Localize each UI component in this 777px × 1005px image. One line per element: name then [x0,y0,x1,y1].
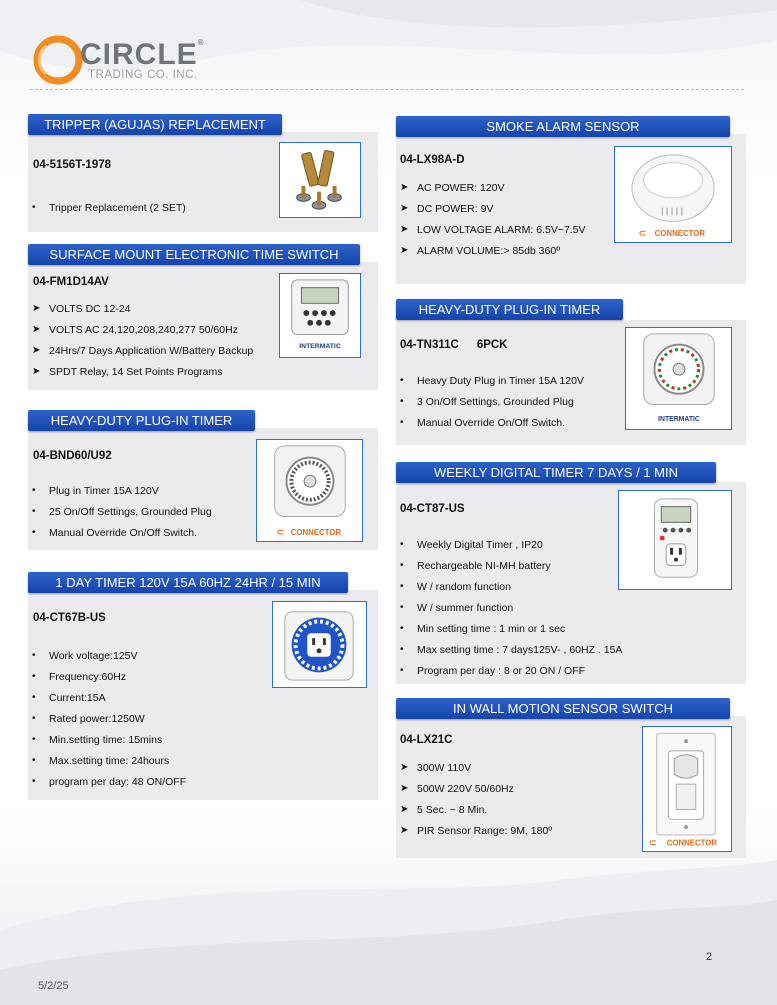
right-plugin-code: 04-TN311C 6PCK [400,339,508,351]
weekly-product-image [618,490,732,590]
list-item: ➤ ALARM VOLUME:> 85db 360º [400,245,561,257]
list-item: • Frequency:60Hz [32,671,127,683]
oneday-header: 1 DAY TIMER 120V 15A 60HZ 24HR / 15 MIN [28,572,348,593]
footer-date: 5/2/25 [38,980,69,992]
svg-text:CONNECTOR: CONNECTOR [654,229,706,239]
list-item: ➤ DC POWER: 9V [400,203,494,215]
list-item: • Manual Override On/Off Switch. [400,417,566,429]
smoke-product-image [614,146,732,243]
surface-product-image [279,273,361,358]
svg-text:⊂: ⊂ [638,228,647,239]
list-item: • Tripper Replacement (2 SET) [32,202,186,214]
smoke-header: SMOKE ALARM SENSOR [396,116,730,137]
list-item: ➤ 5 Sec. ~ 8 Min. [400,804,488,816]
list-item: ➤ PIR Sensor Range: 9M, 180º [400,825,553,837]
motion-code: 04-LX21C [400,734,453,746]
list-item: • Max.setting time: 24hours [32,755,170,767]
list-item: • Heavy Duty Plug in Timer 15A 120V [400,375,584,387]
oneday-product-image [272,601,367,688]
svg-text:⊂: ⊂ [648,837,657,848]
smoke-list [398,182,586,266]
motion-list [398,762,552,846]
list-item: • Weekly Digital Timer , IP20 [400,539,543,551]
list-item: • 25 On/Off Settings, Grounded Plug [32,506,212,518]
smoke-code: 04-LX98A-D [400,154,465,166]
circle-logo-icon [32,34,84,86]
tripper-product-image [279,142,361,218]
list-item: ➤ SPDT Relay, 14 Set Points Programs [32,366,223,378]
list-item: ➤ LOW VOLTAGE ALARM: 6.5V~7.5V [400,224,586,236]
oneday-code: 04-CT67B-US [33,612,106,624]
svg-text:INTERMATIC: INTERMATIC [658,416,700,424]
svg-text:⊂: ⊂ [276,527,285,538]
list-item: • Program per day : 8 or 20 ON / OFF [400,665,586,677]
tripper-list [30,202,186,214]
list-item: • Work voltage:125V [32,650,138,662]
weekly-list [398,539,622,686]
left-plugin-list [30,485,212,548]
left-plugin-product-image [256,439,363,542]
brand-name: CIRCLE® [80,38,205,71]
company-logo [32,34,222,86]
list-item: • W / summer function [400,602,514,614]
weekly-header: WEEKLY DIGITAL TIMER 7 DAYS / 1 MIN [396,462,716,483]
list-item: • Rated power:1250W [32,713,145,725]
surface-header: SURFACE MOUNT ELECTRONIC TIME SWITCH [28,244,360,265]
list-item: • program per day: 48 ON/OFF [32,776,187,788]
list-item: • Manual Override On/Off Switch. [32,527,198,539]
list-item: ➤ VOLTS AC 24,120,208,240,277 50/60Hz [32,324,238,336]
svg-text:CONNECTOR: CONNECTOR [666,838,717,848]
list-item: • Min setting time : 1 min or 1 sec [400,623,566,635]
motion-product-image [642,726,732,852]
brand-subtitle: TRADING CO. INC. [88,69,198,81]
list-item: ➤ 24Hrs/7 Days Application W/Battery Backup [32,345,254,357]
tripper-code: 04-5156T-1978 [33,159,112,171]
list-item: ➤ 300W 110V [400,762,472,774]
list-item: • Max setting time : 7 days125V- , 60HZ . 15A [400,644,623,656]
surface-code: 04-FM1D14AV [33,276,109,288]
list-item: • Plug in Timer 15A 120V [32,485,159,497]
svg-text:CONNECTOR: CONNECTOR [290,528,342,538]
background-swoosh-bottom [0,860,777,1005]
right-plugin-product-image [625,327,732,430]
motion-header: IN WALL MOTION SENSOR SWITCH [396,698,730,719]
list-item: • Rechargeable NI-MH battery [400,560,551,572]
list-item: ➤ VOLTS DC 12-24 [32,303,131,315]
left-plugin-header: HEAVY-DUTY PLUG-IN TIMER [28,410,255,431]
page-number: 2 [706,951,713,963]
left-plugin-code: 04-BND60/U92 [33,450,112,462]
list-item: • W / random function [400,581,511,593]
list-item: • Min.setting time: 15mins [32,734,163,746]
header-divider [30,89,744,90]
list-item: ➤ 500W 220V 50/60Hz [400,783,514,795]
svg-text:INTERMATIC: INTERMATIC [299,343,341,351]
surface-list [30,303,253,387]
right-plugin-header: HEAVY-DUTY PLUG-IN TIMER [396,299,623,320]
tripper-header: TRIPPER (AGUJAS) REPLACEMENT [28,114,282,135]
right-plugin-list [398,375,584,438]
weekly-code: 04-CT87-US [400,503,465,515]
list-item: • 3 On/Off Settings, Grounded Plug [400,396,574,408]
list-item: • Current:15A [32,692,106,704]
list-item: ➤ AC POWER: 120V [400,182,505,194]
oneday-list [30,650,186,797]
